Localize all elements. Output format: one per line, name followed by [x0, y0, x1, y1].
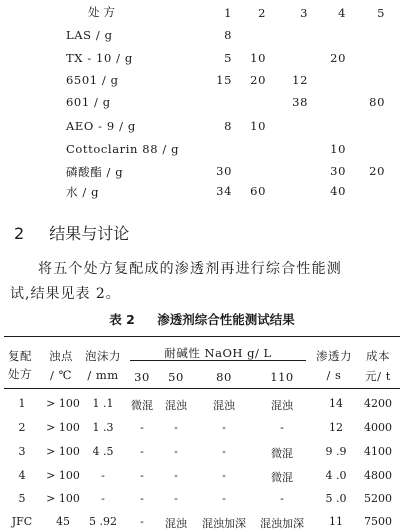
- header-col9-line2: 元/ t: [365, 369, 391, 383]
- table-cell: 1 .3: [92, 421, 114, 434]
- formula-cell: 5: [224, 51, 232, 65]
- header-col8-line1: 渗透力: [316, 349, 352, 363]
- header-sub-110: 110: [270, 370, 294, 384]
- table-cell: 微混: [271, 447, 293, 460]
- header-col8-line2: / s: [326, 368, 342, 382]
- formula-cell: 20: [330, 51, 346, 65]
- table-cell: > 100: [46, 421, 80, 434]
- formula-col-header: 4: [338, 6, 346, 20]
- formula-cell: 20: [369, 164, 385, 178]
- ingredient-label: 6501 / g: [66, 73, 119, 87]
- table-cell: 5 .92: [89, 515, 117, 528]
- table-cell: -: [174, 469, 178, 482]
- ingredient-label: LAS / g: [66, 28, 113, 42]
- header-sub-50: 50: [168, 370, 184, 384]
- formula-col-header: 2: [258, 6, 266, 20]
- header-col1-line2: 处方: [8, 367, 32, 381]
- table-cell: 4 .5: [92, 445, 114, 458]
- table-cell: -: [222, 445, 226, 458]
- table-cell: 11: [329, 515, 343, 528]
- table-label: 表 2: [109, 312, 135, 327]
- formula-cell: 30: [330, 164, 346, 178]
- table-cell: 14: [329, 397, 343, 410]
- formula-cell: 10: [250, 119, 266, 133]
- formula-col-header: 3: [300, 6, 308, 20]
- table-cell: 9 .9: [325, 445, 347, 458]
- table-cell: > 100: [46, 397, 80, 410]
- formula-cell: 20: [250, 73, 266, 87]
- table-cell: -: [222, 421, 226, 434]
- header-sub-80: 80: [216, 370, 232, 384]
- table-cell: -: [140, 515, 144, 528]
- table-cell: 4000: [364, 421, 392, 434]
- table-cell: 2: [18, 421, 26, 434]
- table-cell: -: [174, 421, 178, 434]
- table-cell: 混浊加深: [202, 517, 246, 530]
- formula-cell: 34: [216, 184, 232, 198]
- header-col2-line1: 浊点: [49, 349, 73, 363]
- table-cell: -: [101, 492, 105, 505]
- table-cell: -: [222, 469, 226, 482]
- table-cell: 4100: [364, 445, 392, 458]
- formula-cell: 8: [224, 119, 232, 133]
- table-cell: 混浊加深: [260, 517, 304, 530]
- formula-cell: 10: [330, 142, 346, 156]
- paragraph-line-1: 将五个处方复配成的渗透剂再进行综合性能测: [38, 261, 342, 277]
- table-cell: -: [140, 445, 144, 458]
- table-header-rule: [4, 388, 400, 389]
- table-cell: -: [174, 492, 178, 505]
- table-cell: 4: [18, 469, 26, 482]
- section-number: 2: [14, 224, 25, 243]
- table-cell: -: [140, 421, 144, 434]
- header-col3-line1: 泡沫力: [85, 349, 121, 363]
- table-cell: 微混: [131, 399, 153, 412]
- table-cell: -: [174, 445, 178, 458]
- formula-cell: 10: [250, 51, 266, 65]
- table-cell: 混浊: [213, 399, 235, 412]
- table-cell: > 100: [46, 492, 80, 505]
- formula-col-header: 5: [377, 6, 385, 20]
- table-cell: 5 .0: [325, 492, 347, 505]
- table-cell: 7500: [364, 515, 392, 528]
- table-cell: 1: [18, 397, 26, 410]
- table-cell: -: [101, 469, 105, 482]
- table-cell: JFC: [11, 515, 33, 528]
- table-cell: 5: [18, 492, 26, 505]
- table-cell: 4 .0: [325, 469, 347, 482]
- table-cell: 混浊: [271, 399, 293, 412]
- table-cell: 混浊: [165, 517, 187, 530]
- formula-cell: 40: [330, 184, 346, 198]
- table-top-rule: [4, 336, 400, 337]
- table-cell: > 100: [46, 445, 80, 458]
- table-cell: > 100: [46, 469, 80, 482]
- table-cell: -: [140, 492, 144, 505]
- section-title: 结果与讨论: [49, 224, 130, 243]
- header-group-label: 耐碱性 NaOH g/ L: [164, 346, 272, 360]
- formula-header-label: 处方: [88, 5, 119, 19]
- table-cell: 12: [329, 421, 343, 434]
- table-cell: 45: [56, 515, 70, 528]
- table-title: 渗透剂综合性能测试结果: [157, 312, 295, 327]
- formula-cell: 80: [369, 95, 385, 109]
- table-cell: 3: [18, 445, 26, 458]
- ingredient-label: Cottoclarin 88 / g: [66, 142, 180, 156]
- header-sub-30: 30: [134, 370, 150, 384]
- formula-cell: 15: [216, 73, 232, 87]
- header-col9-line1: 成本: [366, 349, 390, 363]
- formula-cell: 30: [216, 164, 232, 178]
- table-cell: 微混: [271, 471, 293, 484]
- ingredient-label: TX - 10 / g: [66, 51, 133, 65]
- formula-col-header: 1: [224, 6, 232, 20]
- table-cell: 4200: [364, 397, 392, 410]
- ingredient-label: 水 / g: [66, 185, 100, 199]
- header-col2-line2: / ℃: [50, 368, 72, 382]
- section-heading: [14, 221, 129, 244]
- formula-cell: 12: [292, 73, 308, 87]
- ingredient-label: 磷酸酯 / g: [66, 165, 124, 179]
- paragraph-line-2: 试,结果见表 2。: [10, 286, 121, 302]
- table-caption: [0, 310, 404, 328]
- table-cell: 1 .1: [92, 397, 114, 410]
- table-cell: 4800: [364, 469, 392, 482]
- table-cell: -: [222, 492, 226, 505]
- table-cell: 混浊: [165, 399, 187, 412]
- ingredient-label: 601 / g: [66, 95, 111, 109]
- ingredient-label: AEO - 9 / g: [66, 119, 136, 133]
- table-cell: 5200: [364, 492, 392, 505]
- formula-cell: 38: [292, 95, 308, 109]
- table-cell: -: [140, 469, 144, 482]
- header-col3-line2: / mm: [87, 368, 119, 382]
- table-cell: -: [280, 492, 284, 505]
- formula-cell: 60: [250, 184, 266, 198]
- formula-cell: 8: [224, 28, 232, 42]
- table-cell: -: [280, 421, 284, 434]
- header-col1-line1: 复配: [8, 349, 32, 363]
